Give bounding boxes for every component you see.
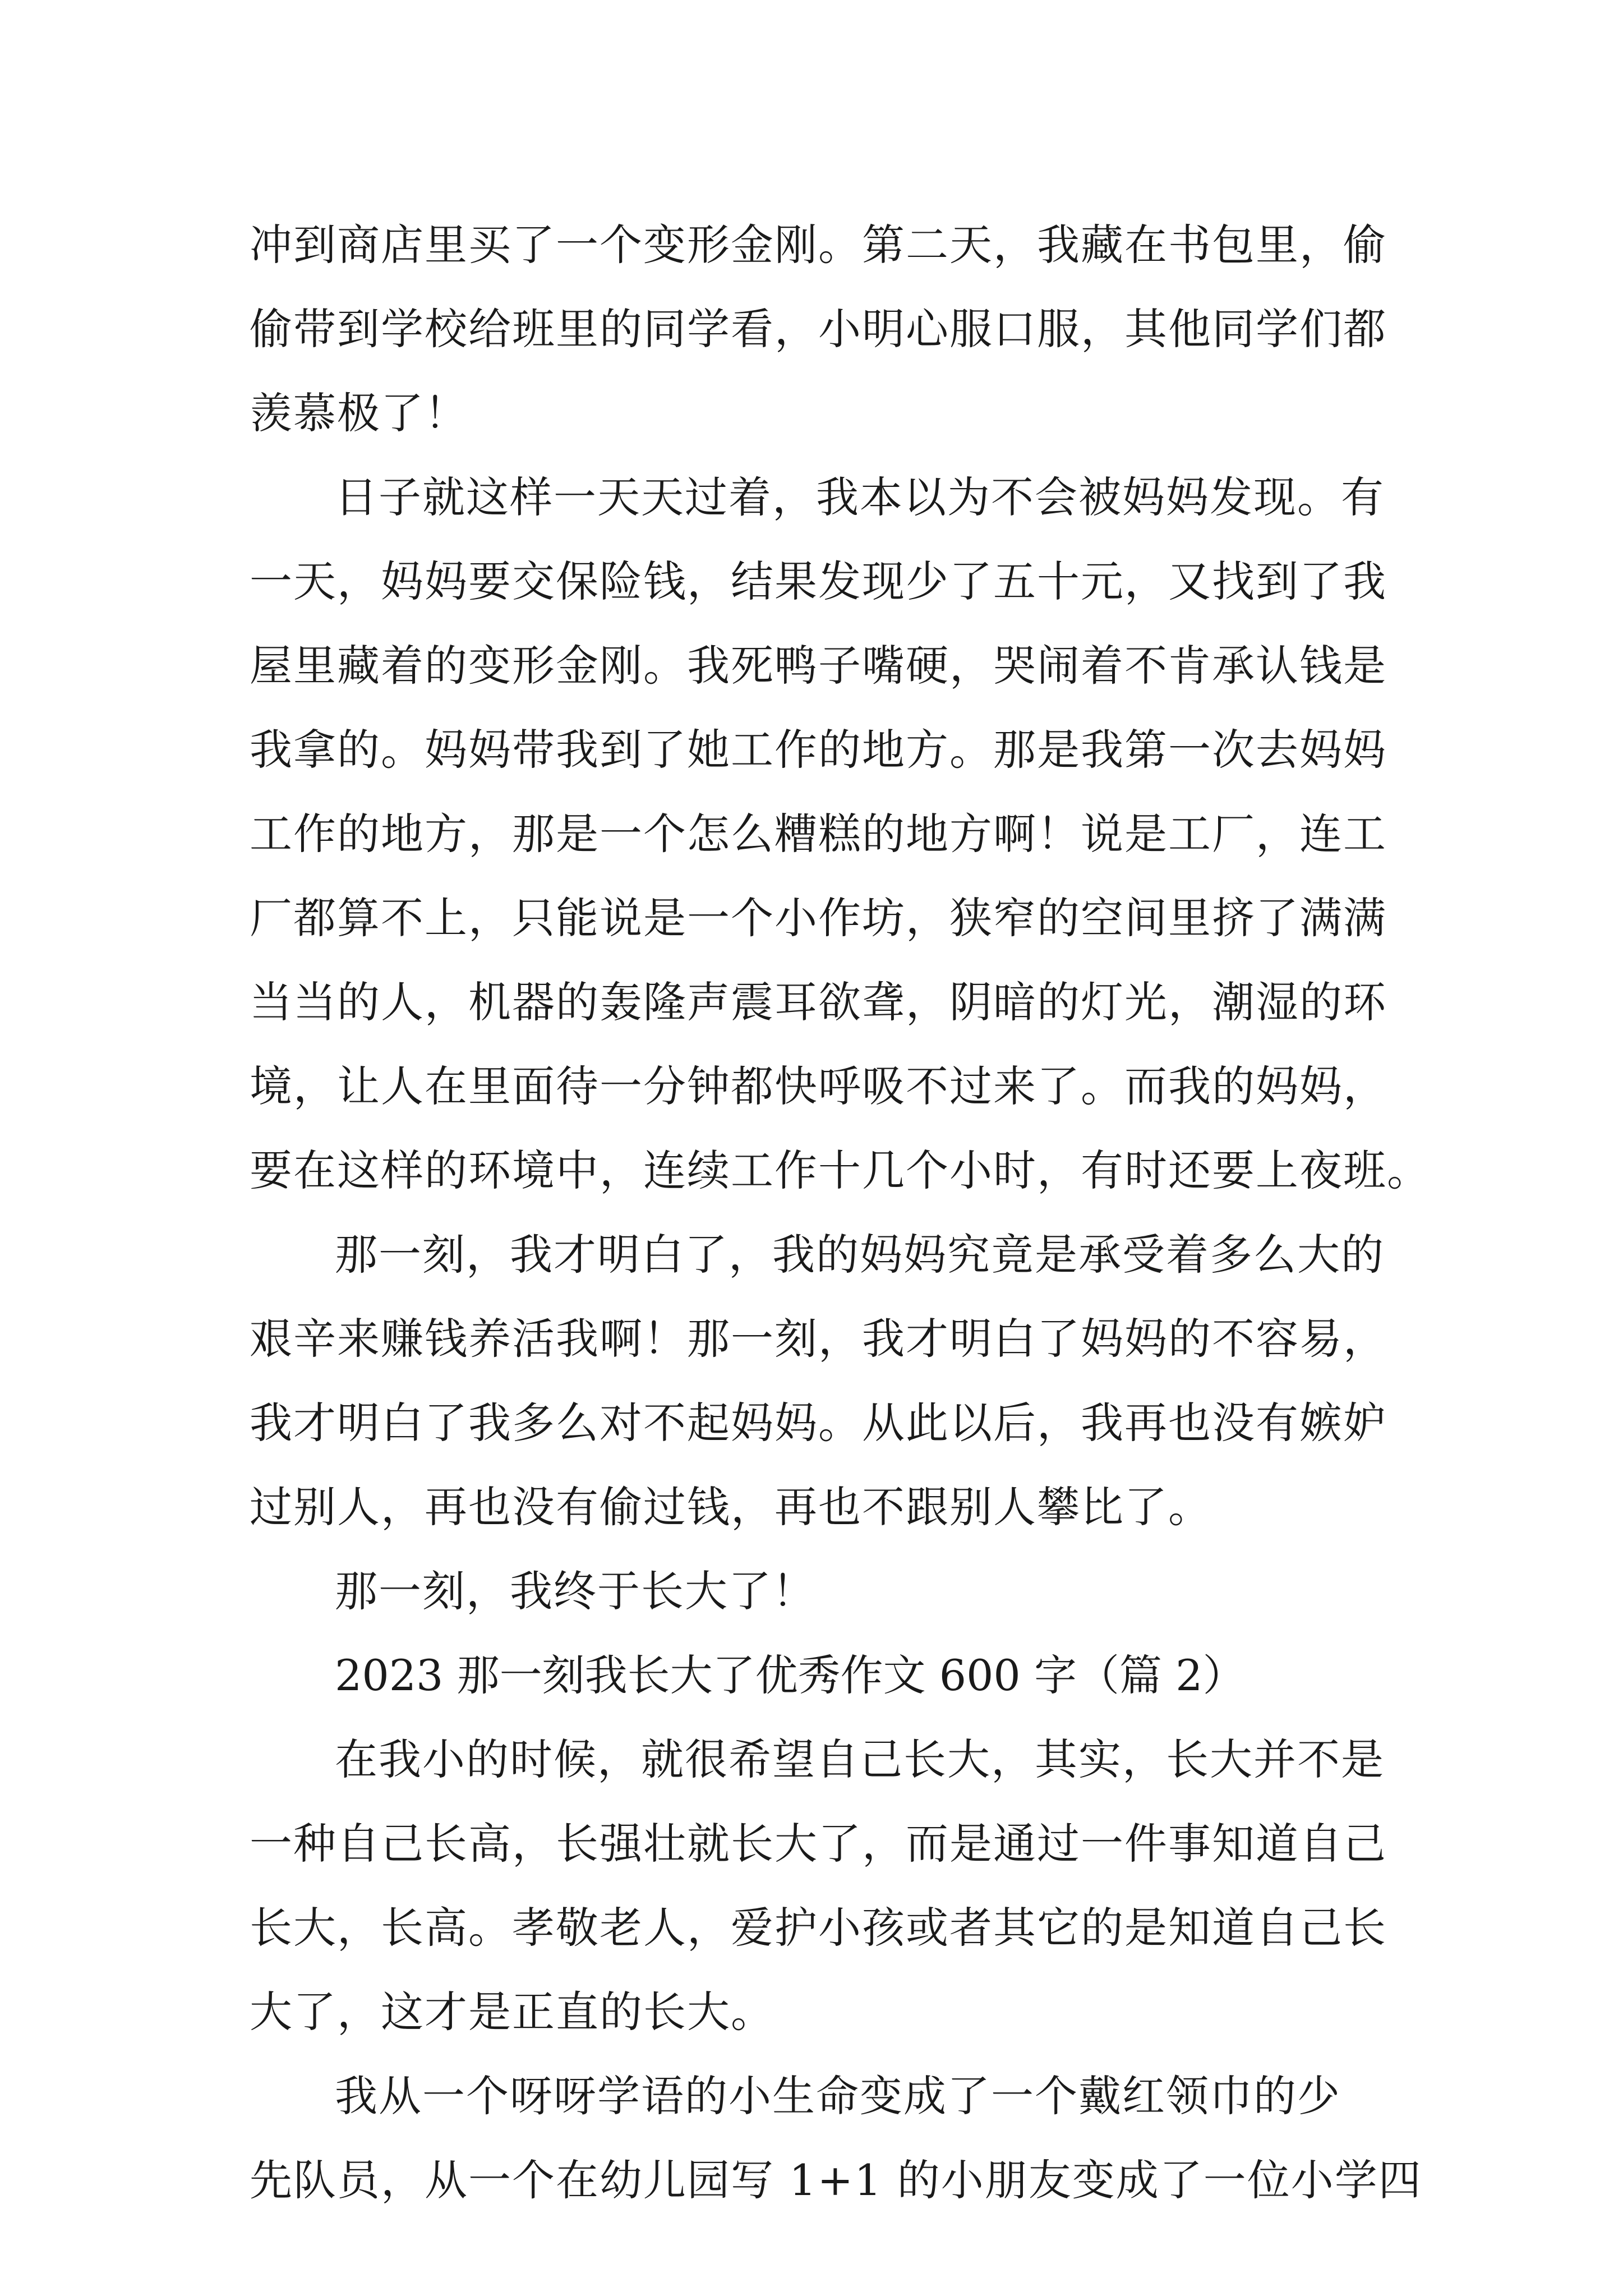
text-line: 过别人，再也没有偷过钱，再也不跟别人攀比了。	[250, 1482, 1212, 1532]
text-line: 我拿的。妈妈带我到了她工作的地方。那是我第一次去妈妈	[250, 725, 1387, 775]
text-line: 那一刻，我终于长大了！	[335, 1566, 816, 1616]
text-line: 屋里藏着的变形金刚。我死鸭子嘴硬，哭闹着不肯承认钱是	[250, 641, 1387, 691]
section-heading: 2023 那一刻我长大了优秀作文 600 字（篇 2）	[335, 1650, 1246, 1700]
text-line: 一种自己长高，长强壮就长大了，而是通过一件事知道自己	[250, 1819, 1387, 1869]
text-line: 我才明白了我多么对不起妈妈。从此以后，我再也没有嫉妒	[250, 1398, 1387, 1448]
text-line: 一天，妈妈要交保险钱，结果发现少了五十元，又找到了我	[250, 556, 1387, 606]
text-line: 我从一个呀呀学语的小生命变成了一个戴红领巾的少	[335, 2071, 1341, 2121]
text-line: 冲到商店里买了一个变形金刚。第二天，我藏在书包里，偷	[250, 220, 1387, 270]
text-line: 在我小的时候，就很希望自己长大，其实，长大并不是	[335, 1734, 1385, 1784]
text-line: 偷带到学校给班里的同学看，小明心服口服，其他同学们都	[250, 304, 1387, 354]
text-line: 工作的地方，那是一个怎么糟糕的地方啊！说是工厂，连工	[250, 809, 1387, 859]
text-line: 当当的人，机器的轰隆声震耳欲聋，阴暗的灯光，潮湿的环	[250, 977, 1387, 1027]
text-line: 要在这样的环境中，连续工作十几个小时，有时还要上夜班。	[250, 1145, 1431, 1195]
text-line: 羡慕极了！	[250, 388, 468, 438]
text-line: 厂都算不上，只能说是一个小作坊，狭窄的空间里挤了满满	[250, 893, 1387, 943]
text-line: 艰辛来赚钱养活我啊！那一刻，我才明白了妈妈的不容易，	[250, 1314, 1387, 1364]
text-line: 日子就这样一天天过着，我本以为不会被妈妈发现。有	[335, 472, 1385, 522]
text-line: 长大，长高。孝敬老人，爱护小孩或者其它的是知道自己长	[250, 1903, 1387, 1953]
text-line: 大了，这才是正直的长大。	[250, 1987, 774, 2037]
text-line: 先队员，从一个在幼儿园写 1+1 的小朋友变成了一位小学四	[250, 2155, 1422, 2205]
text-line: 境，让人在里面待一分钟都快呼吸不过来了。而我的妈妈，	[250, 1061, 1387, 1111]
text-line: 那一刻，我才明白了，我的妈妈究竟是承受着多么大的	[335, 1230, 1385, 1280]
